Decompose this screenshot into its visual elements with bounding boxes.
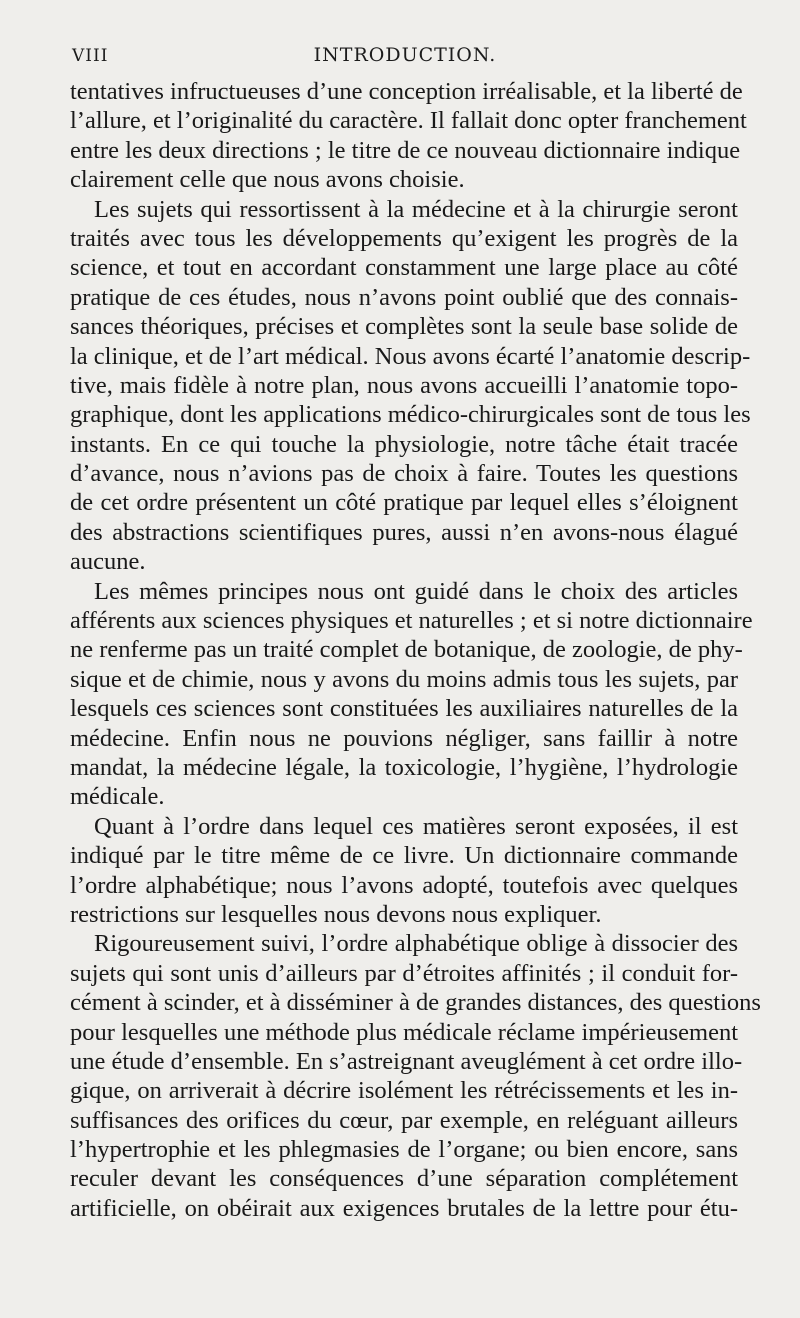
text-line: artificielle, on obéirait aux exigences brutales de la lettre pour étu- xyxy=(70,1194,738,1222)
text-line: traités avec tous les développements qu’exigent les progrès de la xyxy=(70,224,738,252)
text-line: une étude d’ensemble. En s’astreignant aveuglément à cet ordre illo- xyxy=(70,1047,743,1075)
text-line: restrictions sur lesquelles nous devons nous expliquer. xyxy=(70,900,602,928)
text-line: l’allure, et l’originalité du caractère. Il fallait donc opter franchement xyxy=(70,107,747,135)
text-line: lesquels ces sciences sont constituées les auxiliaires naturelles de la xyxy=(70,695,738,723)
text-line: instants. En ce qui touche la physiologie, notre tâche était tracée xyxy=(70,430,738,458)
text-line: ne renferme pas un traité complet de botanique, de zoologie, de phy- xyxy=(70,636,743,664)
text-line: indiqué par le titre même de ce livre. Un dictionnaire commande xyxy=(70,842,738,870)
text-line: Quant à l’ordre dans lequel ces matières seront exposées, il est xyxy=(94,812,738,840)
text-line: l’ordre alphabétique; nous l’avons adopté, toutefois avec quelques xyxy=(70,871,738,899)
text-line: sujets qui sont unis d’ailleurs par d’étroites affinités ; il conduit for- xyxy=(70,959,738,987)
text-line: Les sujets qui ressortissent à la médecine et à la chirurgie seront xyxy=(94,195,738,223)
text-line: afférents aux sciences physiques et naturelles ; et si notre dictionnaire xyxy=(70,607,753,635)
text-line: l’hypertrophie et les phlegmasies de l’organe; ou bien encore, sans xyxy=(70,1136,738,1164)
text-line: sances théoriques, précises et complètes sont la seule base solide de xyxy=(70,313,738,341)
text-line: médicale. xyxy=(70,783,165,811)
text-line: tentatives infructueuses d’une conception irréalisable, et la liberté de xyxy=(70,78,743,105)
body-text xyxy=(70,77,761,1223)
paragraph xyxy=(70,577,753,812)
text-line: pour lesquelles une méthode plus médicale réclame impérieusement xyxy=(70,1018,738,1046)
text-line: cément à scinder, et à disséminer à de grandes distances, des questions xyxy=(70,989,761,1017)
text-line: mandat, la médecine légale, la toxicologie, l’hygiène, l’hydrologie xyxy=(70,753,738,781)
text-line: tive, mais fidèle à notre plan, nous avons accueilli l’anatomie topo- xyxy=(70,371,738,399)
text-line: pratique de ces études, nous n’avons point oublié que des connais- xyxy=(70,283,738,311)
text-line: reculer devant les conséquences d’une séparation complétement xyxy=(70,1165,738,1193)
text-line: entre les deux directions ; le titre de ce nouveau dictionnaire indique xyxy=(70,136,741,164)
text-line: aucune. xyxy=(70,548,146,576)
text-line: Rigoureusement suivi, l’ordre alphabétique oblige à dissocier des xyxy=(94,930,738,958)
running-head: INTRODUCTION. xyxy=(313,44,497,66)
text-line: gique, on arriverait à décrire isolément les rétrécissements et les in- xyxy=(70,1077,738,1105)
page-header xyxy=(72,44,738,72)
page-number: VIII xyxy=(72,46,109,66)
text-line: d’avance, nous n’avions pas de choix à faire. Toutes les questions xyxy=(70,460,738,488)
text-line: science, et tout en accordant constamment une large place au côté xyxy=(70,254,738,282)
text-line: de cet ordre présentent un côté pratique par lequel elles s’éloignent xyxy=(70,489,738,517)
text-line: Les mêmes principes nous ont guidé dans le choix des articles xyxy=(94,577,738,605)
text-line: clairement celle que nous avons choisie. xyxy=(70,166,465,194)
paragraph xyxy=(70,195,751,577)
paragraph xyxy=(70,812,738,930)
text-line: graphique, dont les applications médico-chirurgicales sont de tous les xyxy=(70,401,751,429)
text-line: suffisances des orifices du cœur, par exemple, en reléguant ailleurs xyxy=(70,1106,738,1134)
text-line: des abstractions scientifiques pures, aussi n’en avons-nous élagué xyxy=(70,518,738,546)
text-line: médecine. Enfin nous ne pouvions négliger, sans faillir à notre xyxy=(70,724,738,752)
paragraph xyxy=(70,929,761,1223)
text-line: la clinique, et de l’art médical. Nous avons écarté l’anatomie descrip- xyxy=(70,342,751,370)
paragraph xyxy=(70,77,747,195)
text-line: sique et de chimie, nous y avons du moins admis tous les sujets, par xyxy=(70,665,738,693)
